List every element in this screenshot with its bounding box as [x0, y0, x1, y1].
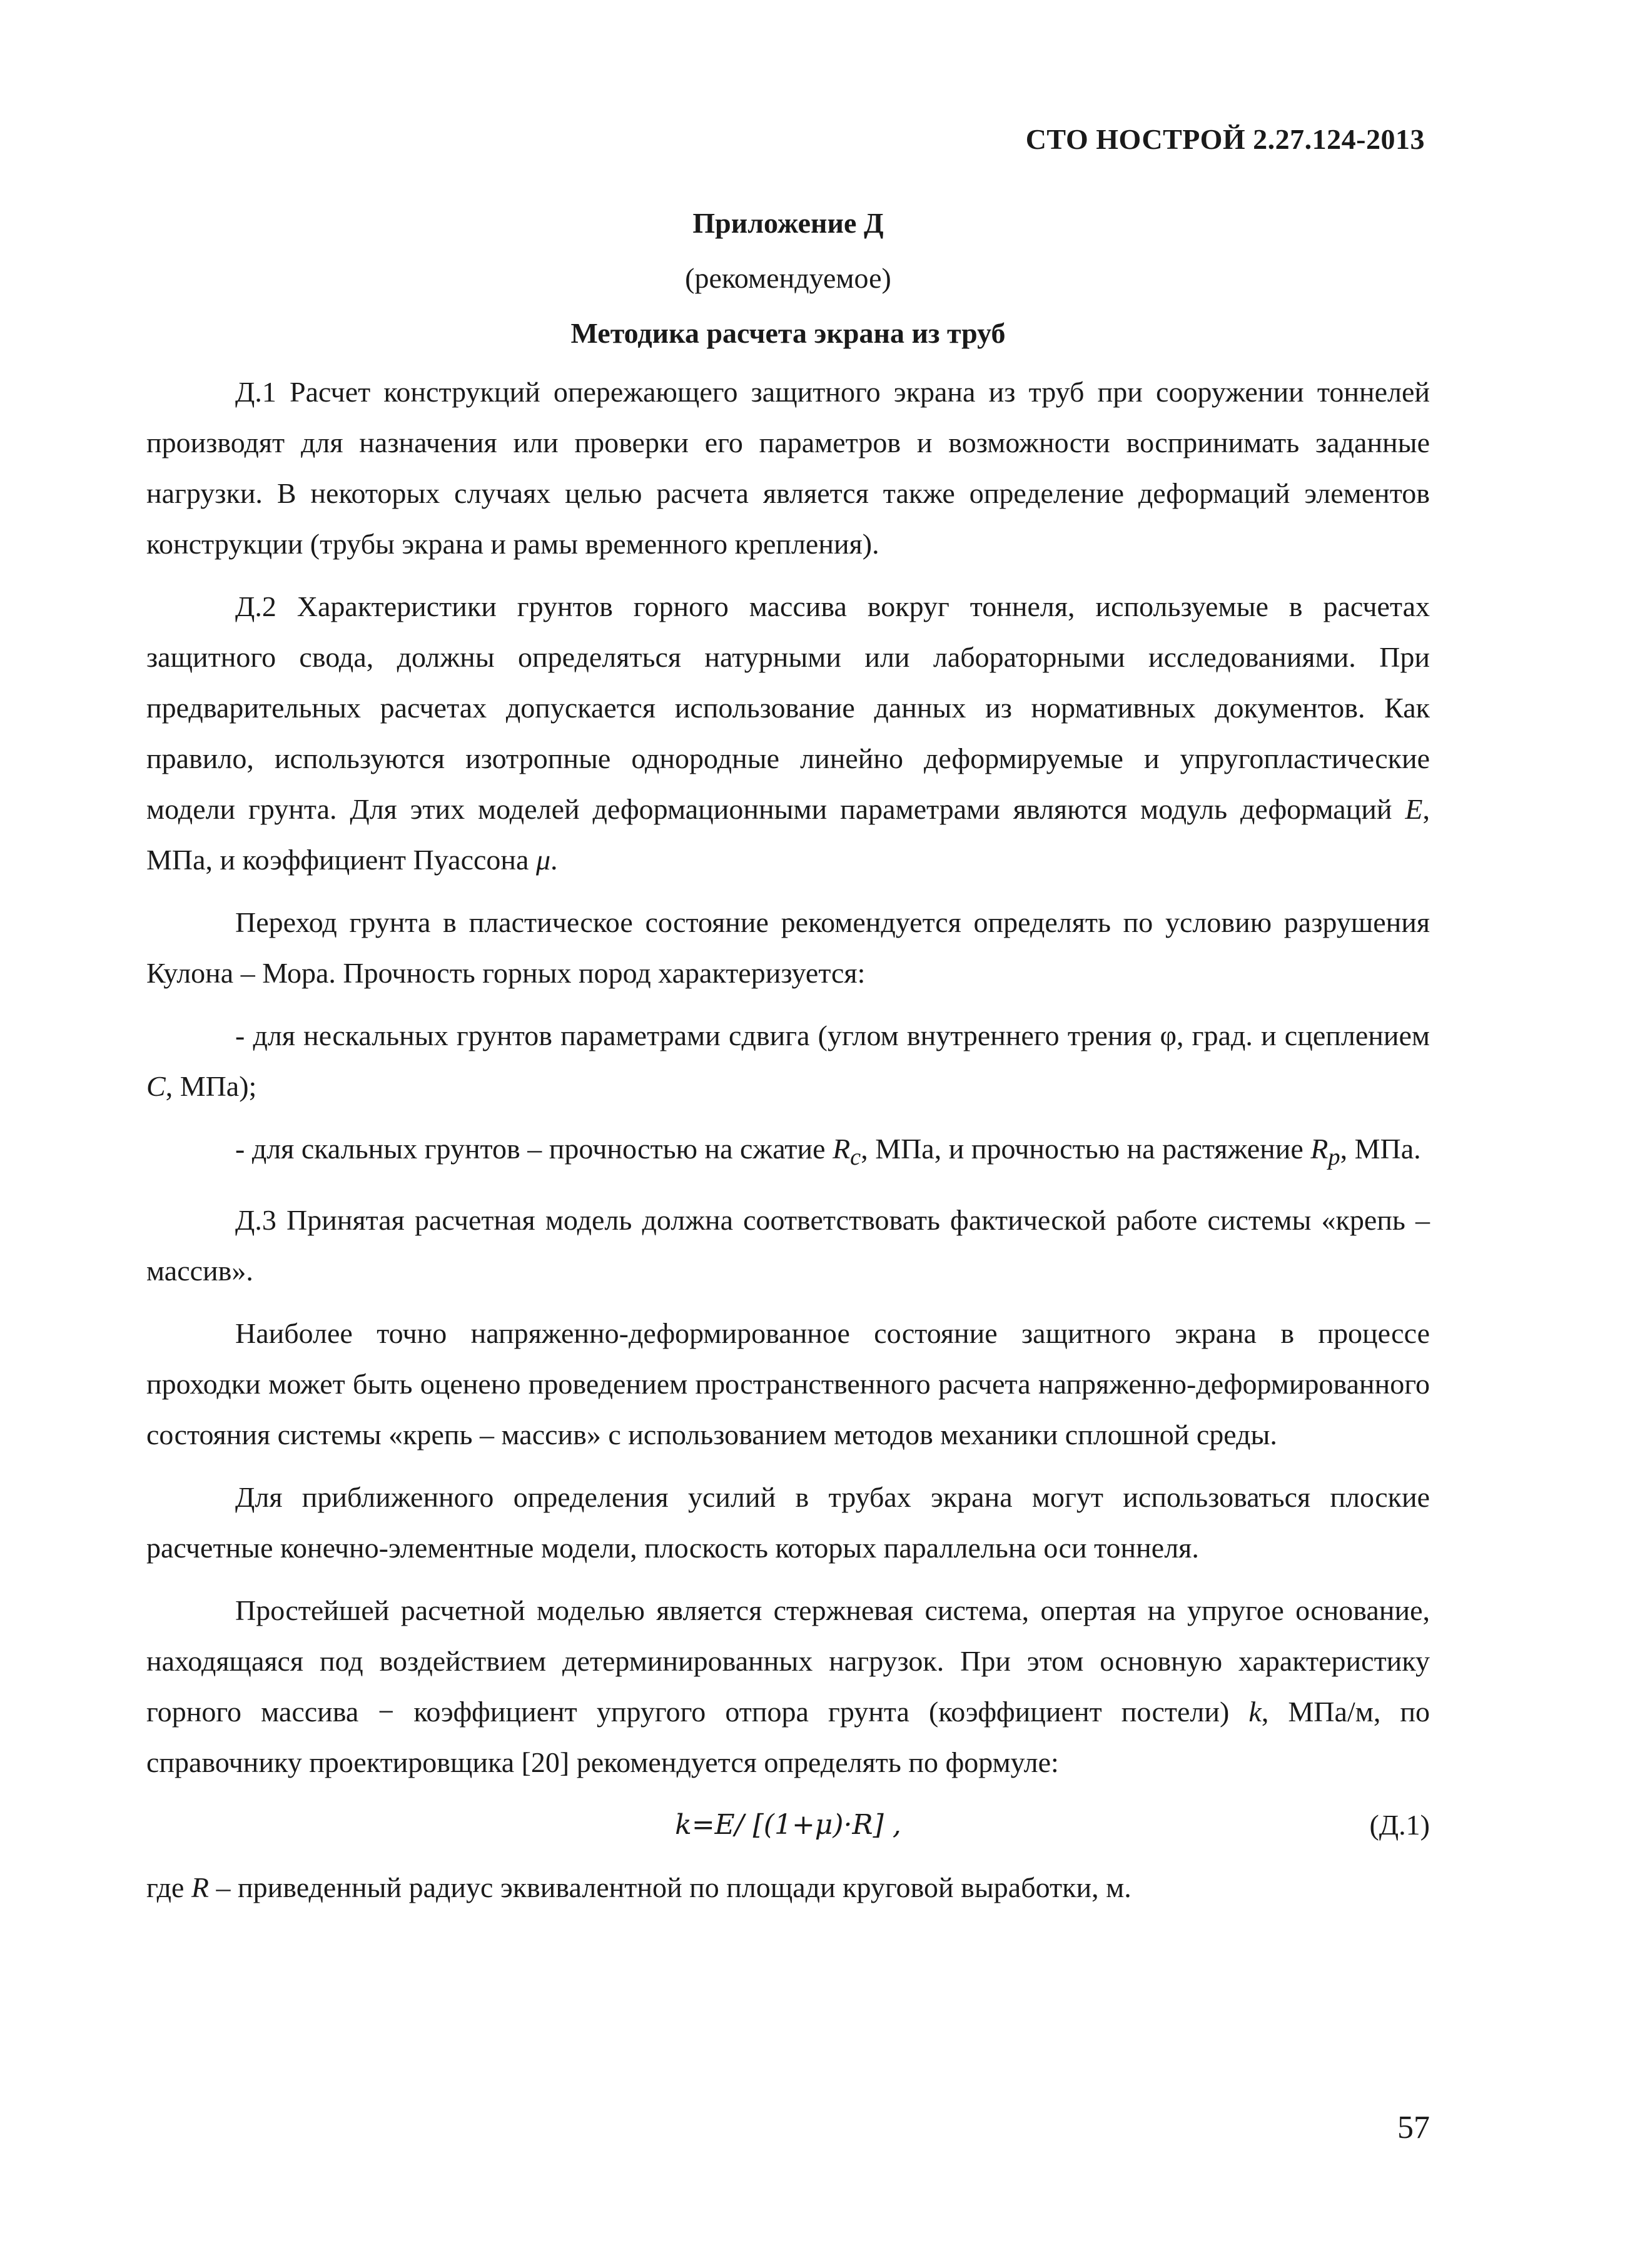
- formula-row: [146, 1800, 1430, 1850]
- annex-title: Приложение Д: [692, 207, 884, 239]
- paragraph-d1: Д.1 Расчет конструкций опережающего защитного экрана из труб при сооружении тоннелей производят для назначения или проверки его параметров и возможности воспринимать заданные нагрузки. В некоторых случаях целью расчета является также определение деформаций элементов конструкции (трубы экрана и рамы временного крепления).: [146, 376, 1430, 560]
- paragraph-rock: - для скальных грунтов – прочностью на сжатие $R_c$, МПа, и прочностью на растяжение $R_p$, МПа.: [235, 1133, 1421, 1171]
- paragraph-nonrock: - для нескальных грунтов параметрами сдвига (углом внутреннего трения φ, град. и сцеплением C, МПа);: [146, 1020, 1430, 1102]
- page-number: 57: [1397, 2110, 1430, 2145]
- paragraph-plastic: Переход грунта в пластическое состояние рекомендуется определять по условию разрушения Кулона – Мора. Прочность горных пород характеризуется:: [146, 906, 1430, 989]
- body-text: [146, 367, 1430, 1925]
- annex-subtitle: (рекомендуемое): [685, 262, 891, 294]
- formula-d1: k=E/ [(1+μ)·R] ,: [675, 1809, 901, 1841]
- symbol-mu: μ: [535, 844, 551, 876]
- symbol-C: C: [146, 1070, 166, 1102]
- paragraph-d3: Д.3 Принятая расчетная модель должна соответствовать фактической работе системы «крепь – массив».: [146, 1204, 1430, 1287]
- symbol-Rc: R: [833, 1133, 851, 1165]
- paragraph-accurate: Наиболее точно напряженно-деформированное состояние защитного экрана в процессе проходки может быть оценено проведением пространственного расчета напряженно-деформированного состояния системы «крепь – массив» с использованием методов механики сплошной среды.: [146, 1317, 1430, 1451]
- symbol-E: E: [1405, 793, 1423, 825]
- paragraph-d2: Д.2 Характеристики грунтов горного массива вокруг тоннеля, используемые в расчетах защитного свода, должны определяться натурными или лабораторными исследованиями. При предварительных расчетах допускается использование данных из нормативных документов. Как правило, используются изотропные однородные линейно деформируемые и упругопластические модели грунта. Для этих моделей деформационными параметрами являются модуль деформаций E, МПа, и коэффициент Пуассона μ.: [146, 590, 1430, 876]
- symbol-k: k: [1248, 1696, 1262, 1728]
- paragraph-simplest: Простейшей расчетной моделью является стержневая система, опертая на упругое основание, находящаяся под воздействием детерминированных нагрузок. При этом основную характеристику горного массива − коэффициент упругого отпора грунта (коэффициент постели) k, МПа/м, по справочнику проектировщика [20] рекомендуется определять по формуле:: [146, 1594, 1430, 1779]
- formula-number: (Д.1): [1369, 1809, 1430, 1841]
- symbol-Rp: R: [1310, 1133, 1329, 1165]
- paragraph-approximate: Для приближенного определения усилий в трубах экрана могут использоваться плоские расчетные конечно-элементные модели, плоскость которых параллельна оси тоннеля.: [146, 1481, 1430, 1564]
- document-code: СТО НОСТРОЙ 2.27.124-2013: [1025, 123, 1425, 155]
- symbol-R: R: [191, 1871, 210, 1904]
- annex-heading: Методика расчета экрана из труб: [570, 317, 1006, 349]
- paragraph-where: где R – приведенный радиус эквивалентной по площади круговой выработки, м.: [146, 1871, 1131, 1904]
